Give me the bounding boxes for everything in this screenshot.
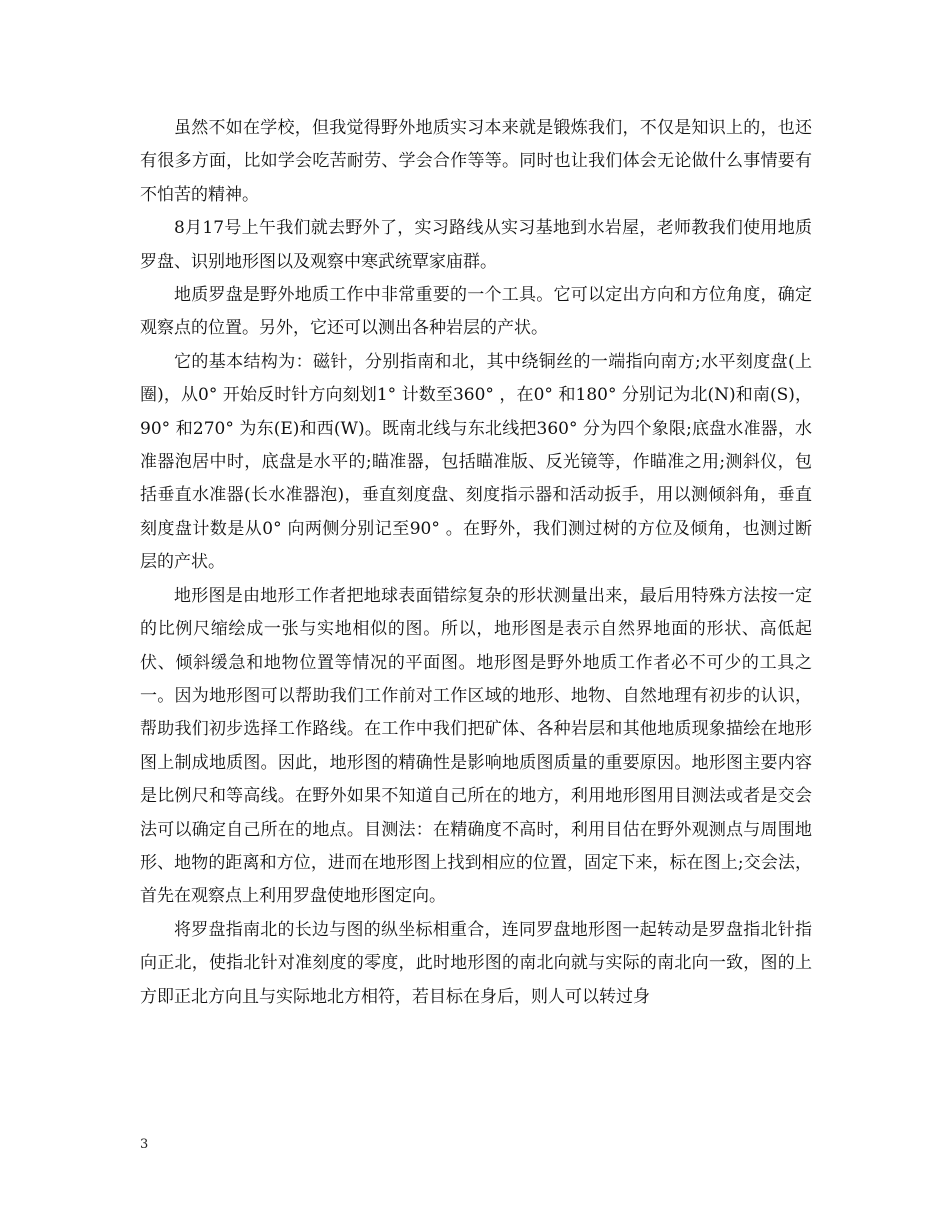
paragraph: 8月17号上午我们就去野外了，实习路线从实习基地到水岩屋，老师教我们使用地质罗盘、识别地形图以及观察中寒武统覃家庙群。 [140,218,812,272]
paragraph: 将罗盘指南北的长边与图的纵坐标相重合，连同罗盘地形图一起转动是罗盘指北针指向正北，使指北针对准刻度的零度，此时地形图的南北向就与实际的南北向一致，图的上方即正北方向且与实际地北方相符，若目标在身后，则人可以转过身 [140,919,812,1007]
paragraph: 虽然不如在学校，但我觉得野外地质实习本来就是锻炼我们，不仅是知识上的，也还有很多方面，比如学会吃苦耐劳、学会合作等等。同时也让我们体会无论做什么事情要有不怕苦的精神。 [140,118,812,205]
paragraph: 它的基本结构为：磁针，分别指南和北，其中绕铜丝的一端指向南方;水平刻度盘(上圈)，从0° 开始反时针方向刻划1° 计数至360° ，在0° 和180° 分别记为北(N)和南(S)，90° 和270° 为东(E)和西(W)。既南北线与东北线把360° 分为四个象限;底盘水准器，水准器泡居中时，底盘是水平的;瞄准器，包括瞄准版、反光镜等，作瞄准之用;测斜仪，包括垂直水准器(长水准器泡)，垂直刻度盘、刻度指示器和活动扳手，用以测倾斜角，垂直刻度盘计数是从0° 向两侧分别记至90° 。在野外，我们测过树的方位及倾角，也测过断层的产状。 [140,351,812,573]
body-text [140,112,812,1014]
paragraph: 地质罗盘是野外地质工作中非常重要的一个工具。它可以定出方向和方位角度，确定观察点的位置。另外，它还可以测出各种岩层的产状。 [140,285,812,339]
page-number: 3 [140,1137,149,1152]
paragraph: 地形图是由地形工作者把地球表面错综复杂的形状测量出来，最后用特殊方法按一定的比例尺缩绘成一张与实地相似的图。所以，地形图是表示自然界地面的形状、高低起伏、倾斜缓急和地物位置等情况的平面图。地形图是野外地质工作者必不可少的工具之一。因为地形图可以帮助我们工作前对工作区域的地形、地物、自然地理有初步的认识，帮助我们初步选择工作路线。在工作中我们把矿体、各种岩层和其他地质现象描绘在地形图上制成地质图。因此，地形图的精确性是影响地质图质量的重要原因。地形图主要内容是比例尺和等高线。在野外如果不知道自己所在的地方，利用地形图用目测法或者是交会法可以确定自己所在的地点。目测法：在精确度不高时，利用目估在野外观测点与周围地形、地物的距离和方位，进而在地形图上找到相应的位置，固定下来，标在图上;交会法，首先在观察点上利用罗盘使地形图定向。 [140,585,812,907]
